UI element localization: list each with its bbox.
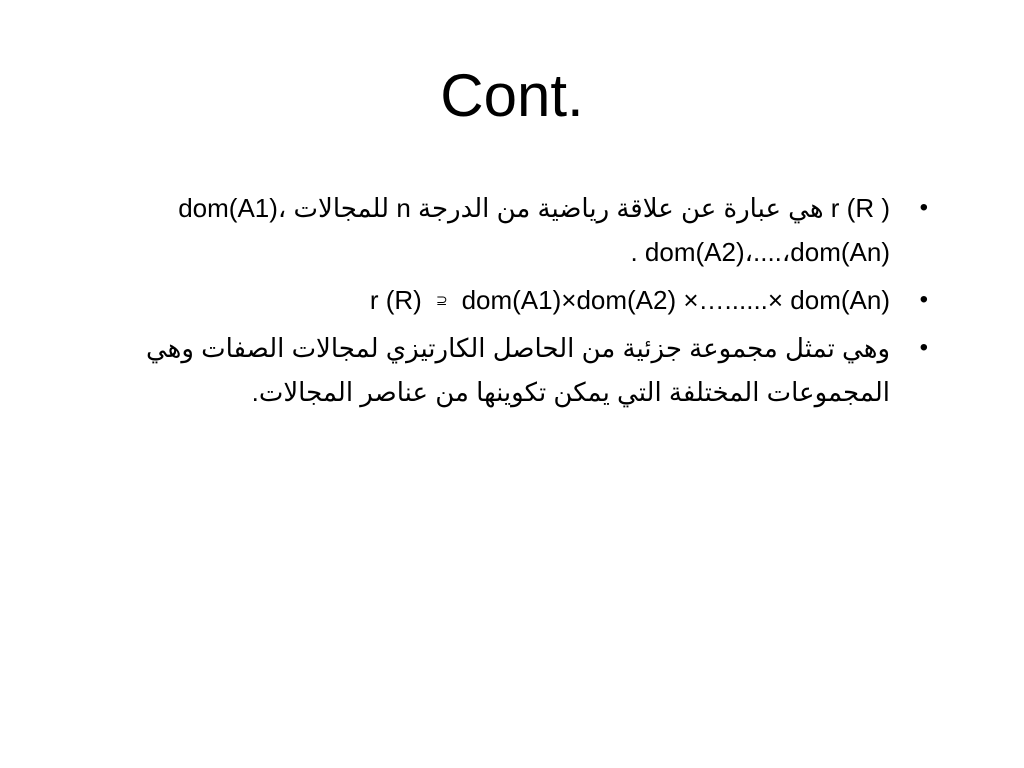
formula-line	[70, 278, 890, 322]
bullet-text: r (R ) هي عبارة عن علاقة رياضية من الدرجة n للمجالات dom(A1)، dom(A2)،....،dom(An) .	[178, 193, 890, 267]
formula-right: r (R)	[369, 285, 422, 315]
bullet-item-cartesian-explanation	[70, 326, 940, 414]
bullet-dot-icon: •	[919, 334, 928, 361]
bullet-dot-icon: •	[919, 286, 928, 313]
bullet-item-relation-definition	[70, 186, 940, 274]
bullet-text: وهي تمثل مجموعة جزئية من الحاصل الكارتيزي لمجالات الصفات وهي المجموعات المختلفة التي يمكن تكوينها من عناصر المجالات.	[145, 333, 890, 407]
bullet-list	[70, 186, 940, 418]
formula-left: dom(A1)×dom(A2) ×…......× dom(An)	[461, 285, 890, 315]
bullet-item-formula	[70, 278, 940, 322]
bullet-dot-icon: •	[919, 194, 928, 221]
slide-title: Cont.	[440, 62, 584, 129]
subset-relation-icon: ⊇	[435, 292, 448, 308]
